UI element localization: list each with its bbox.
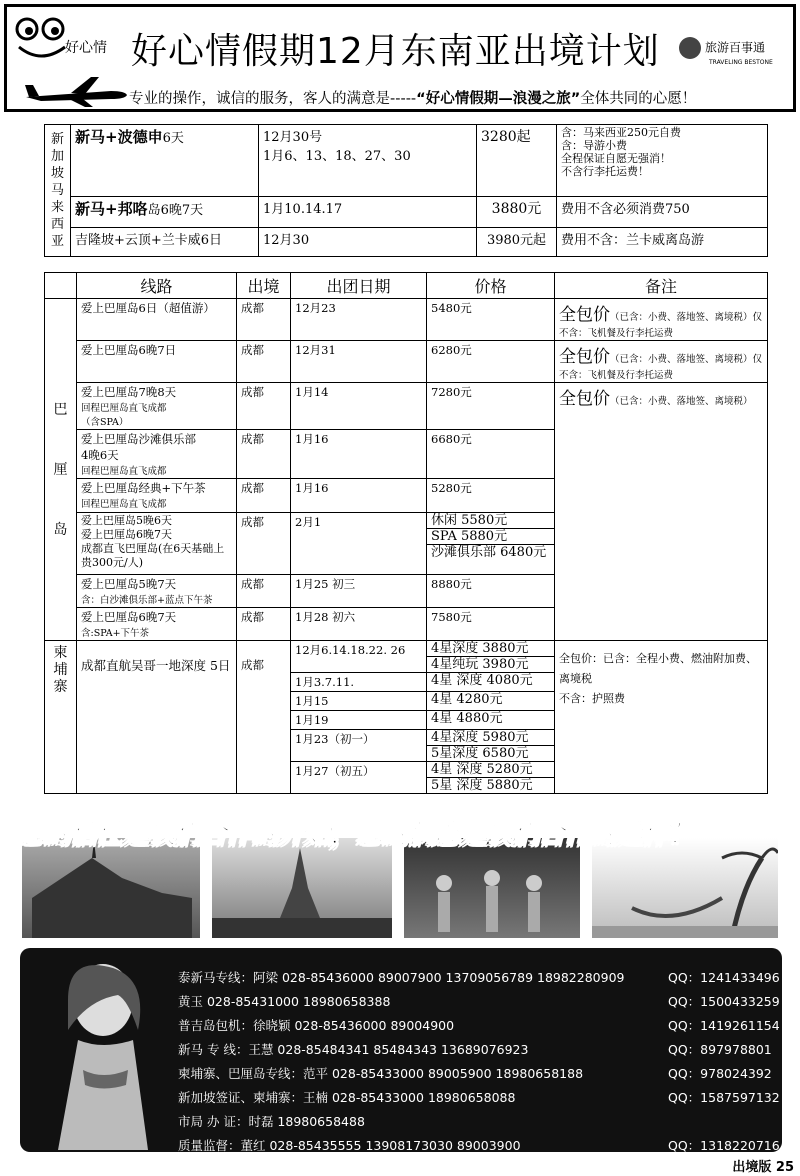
note-cell: 全包价（已含：小费、落地签、离境税） (555, 383, 768, 641)
brand-sub: TRAVELING BESTONE (709, 59, 773, 66)
col-header: 线路 (77, 273, 237, 299)
price-cell: 4星 4880元 (427, 711, 555, 730)
slogan (129, 87, 696, 108)
slogan-post: 全体共同的心愿！ (580, 91, 697, 107)
date-cell: 12月23 (291, 299, 427, 341)
contact-line: 泰新马专线：阿梁 028-85436000 89007900 13709056789 18982280909 (178, 970, 625, 985)
brand-name: 旅游百事通 (705, 40, 766, 55)
price-cell: 6680元 (427, 430, 555, 479)
route-cell: 成都直航吴哥一地深度 5日 (77, 641, 237, 794)
table-row (45, 383, 768, 430)
dep-cell: 成都 (237, 430, 291, 479)
col-header-empty (45, 273, 77, 299)
dance-photo (404, 838, 580, 938)
header (4, 4, 796, 112)
slogan-bold: “好心情假期—浪漫之旅” (416, 91, 581, 107)
dep-cell: 成都 (237, 299, 291, 341)
col-header: 出境 (237, 273, 291, 299)
cambodia-label: 柬埔寨 (45, 641, 77, 794)
route-cell: 爱上巴厘岛经典+下午茶 回程巴厘岛直飞成都 (77, 479, 237, 513)
page-footer: 出境版 25 (732, 1160, 794, 1175)
bali-label: 巴 厘 岛 (45, 299, 77, 641)
qq-number: QQ：1419261154 (668, 1018, 780, 1033)
dep-cell: 成都 (237, 383, 291, 430)
price-cell: 7280元 (427, 383, 555, 430)
table-row (45, 641, 768, 673)
price-cell: 4星 4280元 (427, 692, 555, 711)
stupa-photo (212, 838, 392, 938)
date-cell: 1月10.14.17 (259, 196, 477, 227)
date-cell: 12月31 (291, 341, 427, 383)
page-title: 好心情假期12月东南亚出境计划 (131, 31, 660, 72)
route-cell: 新马+波德申6天 (71, 125, 259, 197)
date-cell: 1月25 初三 (291, 575, 427, 608)
table-row (45, 125, 768, 197)
price-cell: 5280元 (427, 479, 555, 513)
contact-line: 柬埔寨、巴厘岛专线：范平 028-85433000 89005900 18980658188 (178, 1066, 584, 1081)
route-cell: 吉隆坡+云顶+兰卡威6日 (71, 228, 259, 257)
route-cell: 爱上巴厘岛6日（超值游） (77, 299, 237, 341)
date-cell: 12月6.14.18.22. 26 (291, 641, 427, 673)
contact-line: 新加坡签证、柬埔寨：王楠 028-85433000 18980658088 (178, 1090, 516, 1105)
route-cell: 新马+邦咯岛6晚7天 (71, 196, 259, 227)
table-row (45, 196, 768, 227)
dep-cell: 成都 (237, 341, 291, 383)
qq-number: QQ：1587597132 (668, 1090, 780, 1105)
contact-line: 质量监督：董红 028-85435555 13908173030 89003900 (178, 1138, 521, 1153)
airplane-icon (21, 73, 131, 109)
contact-line: 市局 办 证：时磊 18980658488 (178, 1114, 365, 1129)
date-cell: 12月30号 1月6、13、18、27、30 (259, 125, 477, 197)
table-row (45, 341, 768, 383)
qq-number: QQ：1500433259 (668, 994, 780, 1009)
price-cell: 6280元 (427, 341, 555, 383)
col-header: 出团日期 (291, 273, 427, 299)
date-cell: 1月23（初一） (291, 730, 427, 762)
note-cell: 全包价：已含：全程小费、燃油附加费、离境税 不含：护照费 (555, 641, 768, 794)
dep-cell: 成都 (237, 575, 291, 608)
note-cell: 费用不含：兰卡威离岛游 (557, 228, 768, 257)
slogan-pre: 专业的操作，诚信的服务，客人的满意是----- (129, 91, 417, 107)
date-cell: 1月16 (291, 430, 427, 479)
route-cell: 爱上巴厘岛6晚7天 含:SPA+下午茶 (77, 608, 237, 641)
price-cell: 5480元 (427, 299, 555, 341)
banner-slogan: 您的信任是我们合作的开始，您的满意是我们合作的延伸！ (18, 819, 694, 850)
date-cell: 1月27（初五） (291, 762, 427, 794)
dep-cell: 成都 (237, 479, 291, 513)
note-cell: 全包价（已含：小费、落地签、离境税）仅不含：飞机餐及行李托运费 (555, 299, 768, 341)
price-cell: 4星深度 3880元 4星纯玩 3980元 (427, 641, 555, 673)
route-cell: 爱上巴厘岛6晚7日 (77, 341, 237, 383)
date-cell: 1月3.7.11. (291, 673, 427, 692)
date-cell: 12月30 (259, 228, 477, 257)
price-cell: 3980元起 (477, 228, 557, 257)
price-cell: 4星 深度 4080元 (427, 673, 555, 692)
route-cell: 爱上巴厘岛7晚8天 回程巴厘岛直飞成都 （含SPA） (77, 383, 237, 430)
route-cell: 爱上巴厘岛沙滩俱乐部 4晚6天 回程巴厘岛直飞成都 (77, 430, 237, 479)
woman-illustration (38, 960, 168, 1150)
price-cell: 7580元 (427, 608, 555, 641)
price-cell: 8880元 (427, 575, 555, 608)
date-cell: 1月15 (291, 692, 427, 711)
note-cell: 全包价（已含：小费、落地签、离境税）仅不含：飞机餐及行李托运费 (555, 341, 768, 383)
price-cell: 3880元 (477, 196, 557, 227)
dep-cell: 成都 (237, 641, 291, 794)
brand-logo (679, 37, 773, 66)
contact-panel (20, 948, 782, 1152)
route-cell: 爱上巴厘岛5晚7天 含：白沙滩俱乐部+蓝点下午茶 (77, 575, 237, 608)
temple-photo (22, 838, 200, 938)
col-header: 备注 (555, 273, 768, 299)
date-cell: 1月19 (291, 711, 427, 730)
logo-text: 好心情 (65, 40, 107, 56)
table-row (45, 299, 768, 341)
beach-hammock-photo (592, 838, 778, 938)
table-row (45, 228, 768, 257)
contact-line: 黄玉 028-85431000 18980658388 (178, 994, 391, 1009)
note-cell: 费用不含必须消费750 (557, 196, 768, 227)
qq-number: QQ：897978801 (668, 1042, 772, 1057)
price-cell: 3280起 (477, 125, 557, 197)
qq-number: QQ：1241433496 (668, 970, 780, 985)
contact-line: 新马 专 线：王慧 028-85484341 85484343 13689076923 (178, 1042, 529, 1057)
note-cell: 含：马来西亚250元自费 含：导游小费 全程保证自愿无强消！ 不含行李托运费！ (557, 125, 768, 197)
qq-number: QQ：978024392 (668, 1066, 772, 1081)
price-cell: 4星深度 5980元 5星深度 6580元 (427, 730, 555, 762)
bali-cambodia-table (44, 272, 768, 794)
date-cell: 2月1 (291, 513, 427, 575)
col-header: 价格 (427, 273, 555, 299)
table-header-row (45, 273, 768, 299)
date-cell: 1月28 初六 (291, 608, 427, 641)
price-cell: 4星 深度 5280元 5星 深度 5880元 (427, 762, 555, 794)
dep-cell: 成都 (237, 513, 291, 575)
date-cell: 1月16 (291, 479, 427, 513)
dep-cell: 成都 (237, 608, 291, 641)
globe-icon (679, 37, 701, 59)
contact-line: 普吉岛包机：徐晓颖 028-85436000 89004900 (178, 1018, 455, 1033)
sg-my-table (44, 124, 768, 257)
date-cell: 1月14 (291, 383, 427, 430)
route-cell: 爱上巴厘岛5晚6天 爱上巴厘岛6晚7天 成都直飞巴厘岛(在6天基础上贵300元/人) (77, 513, 237, 575)
price-cell: 休闲 5580元 SPA 5880元 沙滩俱乐部 6480元 (427, 513, 555, 575)
region-label: 新加坡马来西亚 (45, 125, 71, 257)
qq-number: QQ：1318220716 (668, 1138, 780, 1153)
